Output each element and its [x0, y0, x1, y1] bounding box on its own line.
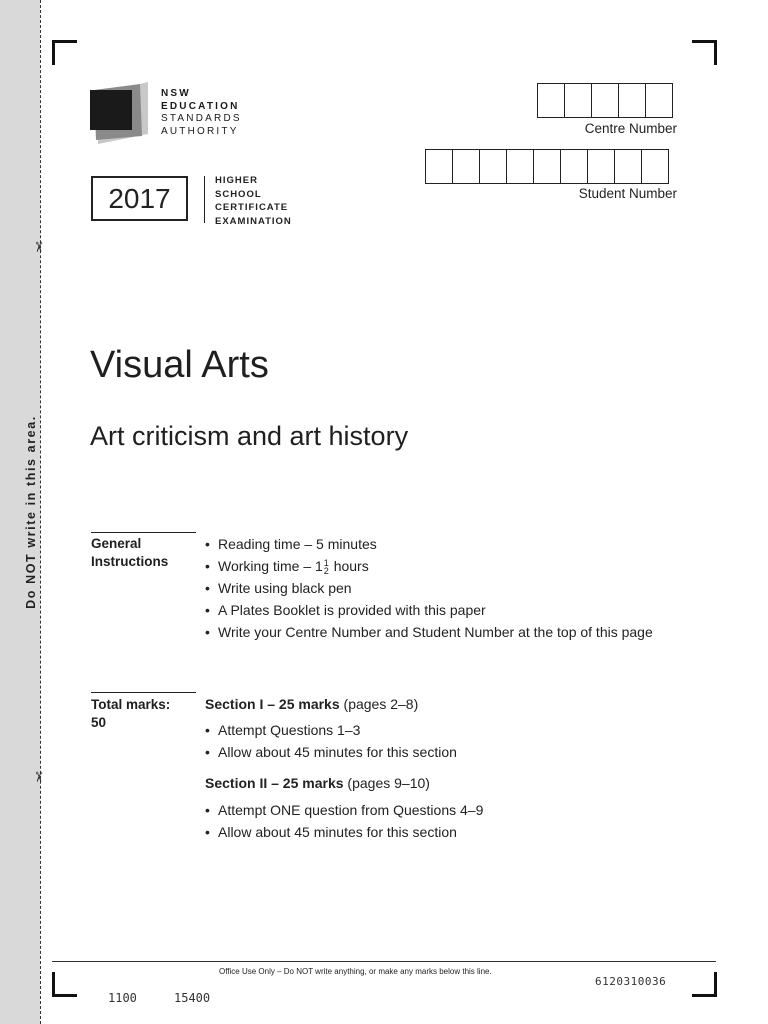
authority-line: EDUCATION — [161, 100, 240, 112]
section-rule — [91, 532, 196, 533]
number-box-cell[interactable] — [538, 84, 565, 117]
crop-mark-bottom-left — [52, 972, 77, 997]
student-number-label: Student Number — [578, 186, 677, 201]
number-box-cell[interactable] — [453, 150, 480, 183]
section-1-list — [205, 721, 457, 765]
number-box-cell[interactable] — [615, 150, 642, 183]
section-1-heading — [205, 696, 418, 712]
office-use-line — [52, 961, 716, 962]
page-subtitle: Art criticism and art history — [90, 421, 409, 451]
exam-type-line: EXAMINATION — [215, 215, 292, 227]
scissors-icon: ✂ — [30, 771, 47, 783]
centre-number-boxes[interactable] — [537, 83, 673, 118]
label-line: General — [91, 536, 142, 551]
student-number-boxes[interactable] — [425, 149, 669, 184]
authority-line: STANDARDS — [161, 113, 242, 124]
section-2-pages: (pages 9–10) — [347, 775, 430, 791]
scissors-icon: ✂ — [30, 241, 47, 253]
paper-code: 1100 — [108, 991, 137, 1005]
divider — [204, 176, 205, 223]
authority-name — [161, 88, 242, 138]
general-instructions-list — [205, 535, 655, 645]
number-box-cell[interactable] — [646, 84, 673, 117]
working-time-suffix: hours — [333, 558, 369, 574]
paper-code: 15400 — [174, 991, 211, 1005]
list-item: • Attempt ONE question from Questions 4–9 — [205, 801, 483, 819]
list-item: • Allow about 45 minutes for this section — [205, 823, 483, 841]
exam-year: 2017 — [91, 176, 188, 221]
centre-number-label: Centre Number — [584, 121, 677, 136]
number-box-cell[interactable] — [426, 150, 453, 183]
perforation-line — [40, 0, 41, 1024]
crop-mark-top-left — [52, 40, 77, 65]
section-2-list — [205, 801, 483, 845]
page-title: Visual Arts — [90, 344, 269, 386]
margin-note: Do NOT write in this area. — [24, 415, 38, 609]
list-item: • Write your Centre Number and Student Number at the top of this page — [205, 623, 655, 641]
list-item: • Write using black pen — [205, 579, 655, 597]
authority-line: NSW — [161, 88, 191, 99]
total-marks-label — [91, 696, 170, 732]
office-use-note: Office Use Only – Do NOT write anything, or make any marks below this line. — [219, 967, 492, 976]
section-2-heading — [205, 775, 430, 791]
section-1-title: Section I – 25 marks — [205, 696, 340, 712]
barcode-number: 6120310036 — [595, 975, 667, 988]
list-item — [205, 557, 655, 575]
number-box-cell[interactable] — [592, 84, 619, 117]
exam-type-line: CERTIFICATE — [215, 202, 289, 214]
fraction-numerator: 1 — [323, 558, 329, 569]
fraction-denominator: 2 — [323, 566, 329, 577]
number-box-cell[interactable] — [561, 150, 588, 183]
number-box-cell[interactable] — [480, 150, 507, 183]
general-instructions-label — [91, 535, 168, 571]
list-item: • A Plates Booklet is provided with this paper — [205, 601, 655, 619]
crop-mark-bottom-right — [692, 972, 717, 997]
working-time-text: Working time – 1 — [218, 558, 323, 574]
exam-type-line: HIGHER — [215, 175, 258, 186]
nesa-logo-icon — [90, 82, 154, 148]
list-item: • Attempt Questions 1–3 — [205, 721, 457, 739]
authority-line: AUTHORITY — [161, 125, 239, 137]
list-item: • Allow about 45 minutes for this section — [205, 743, 457, 761]
number-box-cell[interactable] — [588, 150, 615, 183]
total-marks-text: Total marks: — [91, 697, 171, 712]
list-item: • Reading time – 5 minutes — [205, 535, 655, 553]
section-rule — [91, 692, 196, 693]
number-box-cell[interactable] — [619, 84, 646, 117]
exam-type — [215, 174, 292, 228]
crop-mark-top-right — [692, 40, 717, 65]
number-box-cell[interactable] — [565, 84, 592, 117]
fraction — [324, 559, 329, 575]
section-1-pages: (pages 2–8) — [343, 696, 419, 712]
section-2-title: Section II – 25 marks — [205, 775, 344, 791]
label-line: Instructions — [91, 554, 169, 569]
number-box-cell[interactable] — [507, 150, 534, 183]
number-box-cell[interactable] — [534, 150, 561, 183]
exam-type-line: SCHOOL — [215, 188, 262, 200]
number-box-cell[interactable] — [642, 150, 669, 183]
total-marks-value: 50 — [91, 715, 107, 730]
